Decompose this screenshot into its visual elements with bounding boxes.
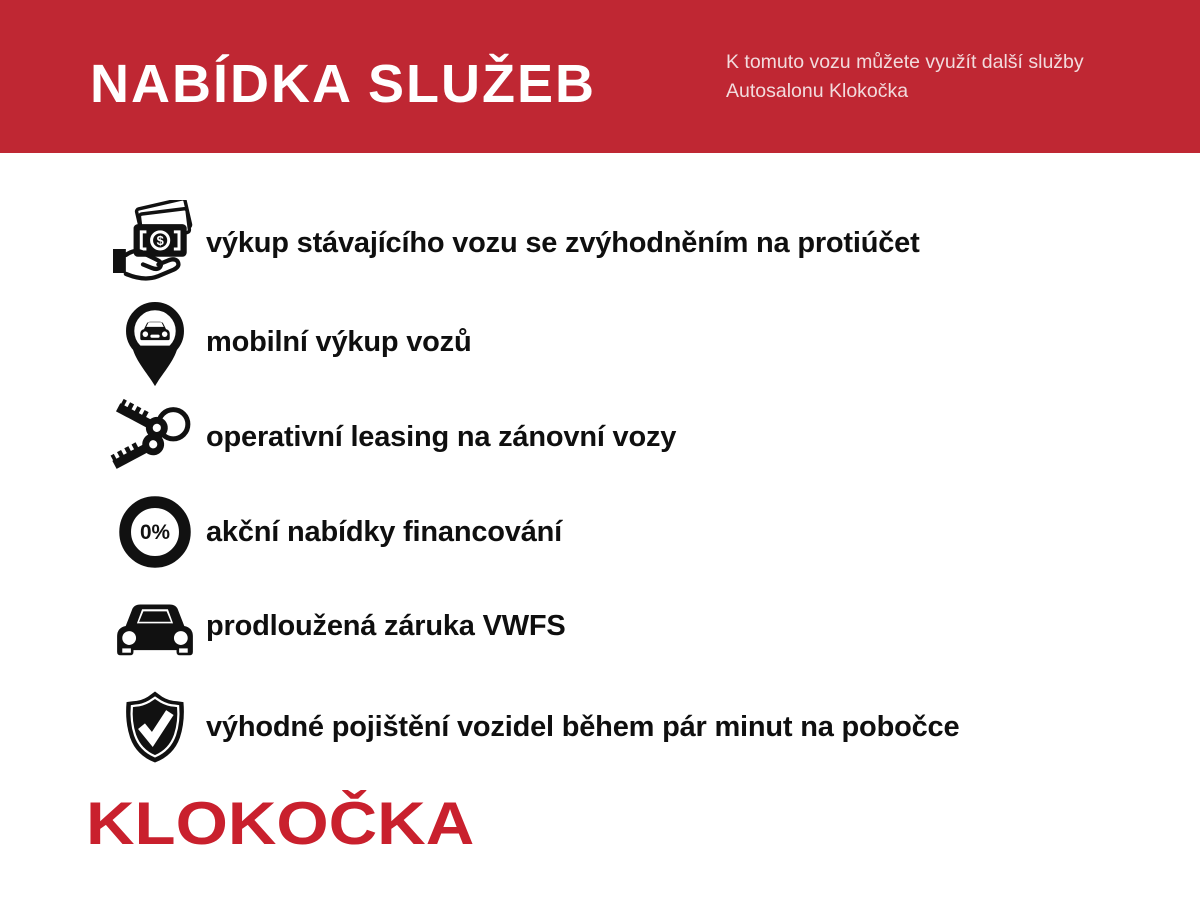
service-item-trade-in <box>108 200 920 286</box>
cash-in-hand-icon <box>108 200 202 286</box>
header-subtitle-line1: K tomuto vozu můžete využít další služby <box>726 51 1084 73</box>
keys-icon <box>108 395 202 479</box>
svg-text:$: $ <box>156 233 164 249</box>
service-item-mobile-buyout <box>108 296 472 388</box>
car-location-pin-icon <box>108 296 202 388</box>
header-subtitle-line2: Autosalonu Klokočka <box>726 80 909 102</box>
svg-text:0%: 0% <box>139 521 171 545</box>
car-front-icon <box>108 595 202 657</box>
service-label: akční nabídky financování <box>206 515 562 548</box>
service-label: výkup stávajícího vozu se zvýhodněním na protiúčet <box>206 226 920 259</box>
service-label: operativní leasing na zánovní vozy <box>206 420 677 453</box>
service-label: mobilní výkup vozů <box>206 325 472 358</box>
service-item-warranty <box>108 592 566 660</box>
service-item-financing <box>108 492 562 572</box>
header-subtitle <box>726 48 1084 106</box>
shield-check-icon <box>108 688 202 766</box>
zero-percent-icon <box>108 494 202 570</box>
service-label: prodloužená záruka VWFS <box>206 609 566 642</box>
page-title: NABÍDKA SLUŽEB <box>90 54 596 114</box>
service-label: výhodné pojištění vozidel během pár minut na pobočce <box>206 710 960 743</box>
service-item-insurance <box>108 686 959 768</box>
klokocka-logo: KLOKOČKA <box>86 790 475 857</box>
service-item-leasing <box>108 396 676 478</box>
header-band <box>0 0 1200 153</box>
